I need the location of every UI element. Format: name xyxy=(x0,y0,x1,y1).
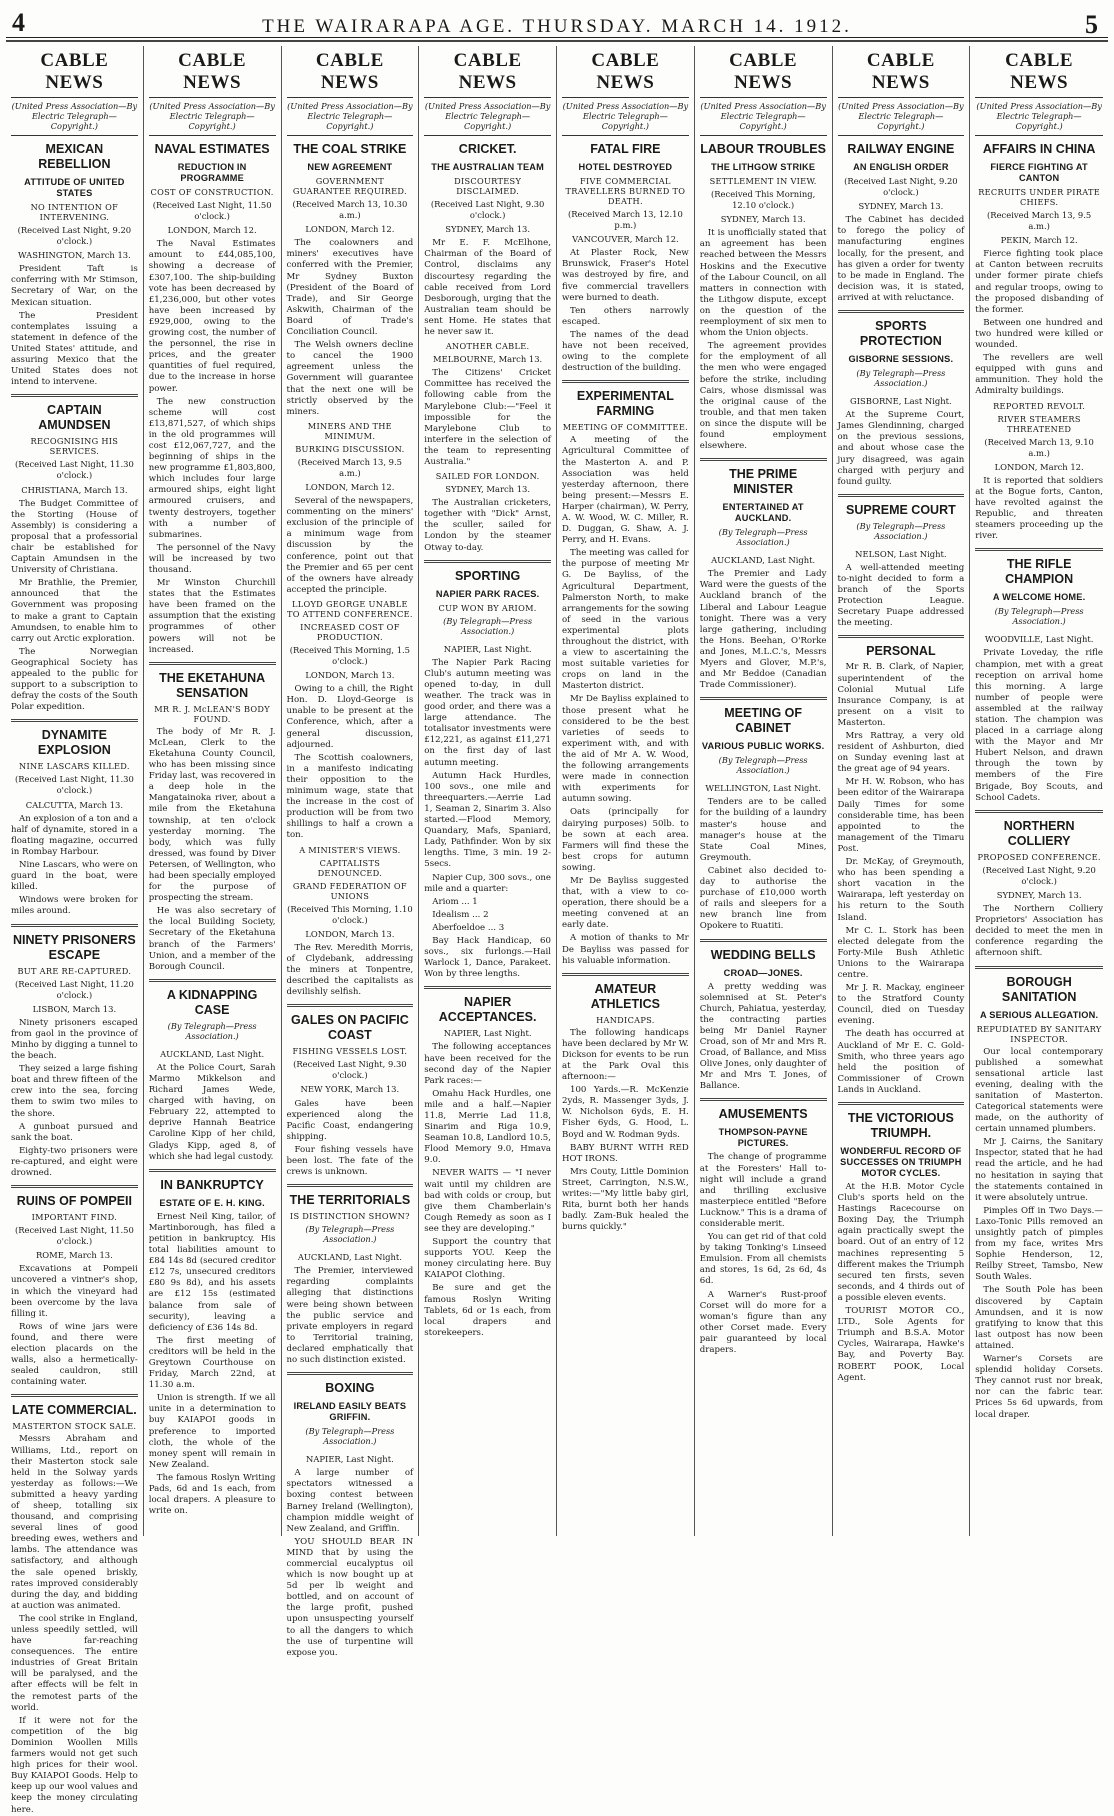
dateline: CALCUTTA, March 13. xyxy=(25,799,124,810)
telegraph-credit: (By Telegraph—Press Association.) xyxy=(443,615,533,636)
column-heading: CABLE NEWS xyxy=(11,50,138,98)
dateline: CHRISTIANA, March 13. xyxy=(21,484,128,495)
press-association-credit: (United Press Association—By Electric Telegraph—Copyright.) xyxy=(562,101,689,136)
article-paragraph: Ernest Neil King, tailor, of Martinborough, has filed a petition in bankruptcy. His total liabilities amount to £84 14s 8d (secured creditor £12 7s, unsecured creditors £80 9s 8d), and his assets are £12 15s (estimated balance from sale of security), leaving a deficiency of £36 14s 8d. xyxy=(148,1211,276,1333)
article-paragraph: The President contemplates issuing a statement in defence of the United States' attitude, and assuring Mexico that the United States does not intend to intervene. xyxy=(11,310,138,388)
article-deck: MR R. J. McLEAN'S BODY FOUND. xyxy=(154,703,270,724)
article-paragraph: Oats (principally for dairying purposes) 50lb. to be sown at each area. Farmers will find these the best crops for autumn sowing. xyxy=(562,807,689,873)
article-deck: PROPOSED CONFERENCE. xyxy=(977,851,1101,862)
article-headline: AFFAIRS IN CHINA xyxy=(982,142,1096,156)
article-deck: SAILED FOR LONDON. xyxy=(435,471,540,482)
article-headline: THE PRIME MINISTER xyxy=(729,467,798,497)
article-deck: FISHING VESSELS LOST. xyxy=(292,1046,408,1057)
article-paragraph: Ten others narrowly escaped. xyxy=(562,305,689,327)
newspaper-columns xyxy=(6,46,1108,1815)
article-paragraph: You can get rid of that cold by taking Tonking's Linseed Emulsion. From all chemists and stores, 1s 6d, 2s 6d, 4s 6d. xyxy=(699,1232,827,1287)
column-2 xyxy=(144,46,282,1536)
press-association-credit: (United Press Association—By Electric Telegraph—Copyright.) xyxy=(424,101,551,136)
section-divider xyxy=(975,966,1103,969)
dateline: (Received March 13, 10.30 a.m.) xyxy=(292,199,408,221)
article-deck: RECOGNISING HIS SERVICES. xyxy=(30,436,119,457)
article-paragraph: BABY BURNT WITH RED HOT IRONS. xyxy=(562,1142,689,1164)
article-paragraph: Nine Lascars, who were on guard in the boat, were killed. xyxy=(11,860,138,893)
article-headline: WEDDING BELLS xyxy=(710,947,816,962)
masthead xyxy=(6,4,1108,38)
dateline: (Received Last Night, 9.30 o'clock.) xyxy=(430,199,545,221)
article-deck: IMPORTANT FIND. xyxy=(31,1212,118,1223)
article-paragraph: The following handicaps have been declared by Mr W. Dickson for events to be run at the Park Oval this afternoon:— xyxy=(562,1027,689,1083)
dateline: (Received Last Night, 11.50 o'clock.) xyxy=(152,200,272,222)
press-association-credit: (United Press Association—By Electric Telegraph—Copyright.) xyxy=(149,101,276,136)
article-paragraph: The coalowners and miners' executives have conferred with the Premier, Mr Sydney Buxton (President of the Board of Trade), and Sir George Askwith, Chairman of the Board of Trade's Conciliation Council. xyxy=(286,238,414,338)
article-paragraph: At the Supreme Court, James Glendinning, charged on the previous sessions, and about whose case the jury disagreed, was again charged with perjury and found guilty. xyxy=(837,410,965,487)
column-heading: CABLE NEWS xyxy=(700,50,827,98)
article-paragraph: A motion of thanks to Mr De Bayliss was passed for his valuable information. xyxy=(562,933,689,966)
dateline: LONDON, March 12. xyxy=(167,225,257,236)
dateline: SYDNEY, March 13. xyxy=(720,214,806,225)
article-deck: A MINISTER'S VIEWS. xyxy=(299,844,401,855)
section-divider xyxy=(149,662,276,665)
masthead-double-rule xyxy=(6,40,1108,42)
article-subheadline: AN ENGLISH ORDER xyxy=(853,162,949,172)
dateline: SYDNEY, March 13. xyxy=(445,484,531,495)
article-deck: GOVERNMENT GUARANTEE REQUIRED. xyxy=(292,176,407,196)
dateline: NEW YORK, March 13. xyxy=(300,1084,400,1095)
dateline: PEKIN, March 12. xyxy=(1000,235,1078,246)
article-paragraph: NEVER WAITS — "I never wait until my children are bad with colds or croup, but give them Chamberlain's Cough Remedy as soon as I see they are developing." xyxy=(424,1168,551,1234)
article-headline: DYNAMITE EXPLOSION xyxy=(37,728,111,758)
article-headline: LATE COMMERCIAL. xyxy=(11,1403,137,1418)
article-paragraph: They seized a large fishing boat and threw fifteen of the crew into the sea, forcing them to swim two miles to the shore. xyxy=(11,1064,138,1119)
article-paragraph: Be sure and get the famous Roslyn Writing Tablets, 6d or 1s each, from local drapers and storekeepers. xyxy=(424,1283,551,1338)
article-headline: MEXICAN REBELLION xyxy=(38,142,111,171)
article-paragraph: The personnel of the Navy will be increased by two thousand. xyxy=(148,542,276,575)
dateline: LONDON, March 12. xyxy=(305,481,395,492)
section-divider xyxy=(700,458,827,461)
dateline: MELBOURNE, March 13. xyxy=(433,354,543,365)
article-paragraph: At the H.B. Motor Cycle Club's sports held on the Hastings Racecourse on Boxing Day, the Triumph again practically swept the board. Out of an entry of 12 machines representing 5 different makes the Triumph secured ten firsts, seven seconds, and 4 thirds out of a possible eleven events. xyxy=(837,1182,965,1303)
article-headline: AMATEUR ATHLETICS xyxy=(590,981,660,1011)
section-divider xyxy=(838,1102,965,1105)
telegraph-credit: (By Telegraph—Press Association.) xyxy=(856,520,946,541)
column-heading: CABLE NEWS xyxy=(975,50,1103,98)
section-divider xyxy=(975,810,1103,813)
article-paragraph: The body of Mr R. J. McLean, Clerk to the Eketahuna County Council, who has been missing since Friday last, was recovered in a deep hole in the Mangatainoka river, about a mile from the Eketahuna township, at ten o'clock yesterday morning. The body, which was fully dressed, was found by Diver Petersen, of Wellington, who had been specially employed for the purpose of prospecting the stream. xyxy=(148,726,276,904)
article-subheadline: A WELCOME HOME. xyxy=(992,592,1086,603)
article-paragraph: The Citizens' Cricket Committee has received the following cable from the Marylebone Club:—"Feel it impossible for the Marylebone Club to interfere in the selection of the team to representing Australia." xyxy=(424,368,551,467)
article-subheadline: FIERCE FIGHTING AT CANTON xyxy=(990,162,1088,183)
article-paragraph: Mr Brathlie, the Premier, announced that the Government was proposing to make a grant to Captain Amundsen, to enable him to carry out Arctic exploration. xyxy=(11,578,138,644)
dateline: (Received Last Night, 11.50 o'clock.) xyxy=(14,1225,134,1247)
article-deck: IS DISTINCTION SHOWN? xyxy=(289,1211,410,1222)
article-headline: A KIDNAPPING CASE xyxy=(166,987,258,1017)
article-paragraph: He was also secretary of the local Building Society, Secretary of the Eketahuna branch of the Farmers' Union, and a member of the Borough Council. xyxy=(148,906,276,972)
dateline: (Received Last Night, 11.30 o'clock.) xyxy=(14,774,134,796)
article-paragraph: The cool strike in England, unless speedily settled, will have far-reaching consequences. The entire industries of Great Britain will be paralysed, and the after effects will be felt in the remotest parts of the world. xyxy=(11,1613,138,1713)
article-paragraph: Bay Hack Handicap, 60 sovs., six furlongs.—Hail Warlock 1, Dance, Parakeet. Won by three lengths. xyxy=(424,935,551,980)
article-paragraph: Windows were broken for miles around. xyxy=(11,895,138,917)
article-paragraph: YOU SHOULD BEAR IN MIND that by using the commercial eucalyptus oil which is now bought up at 5d per lb weight and bottled, and on account of the large profit, pushed upon unsuspecting yourself to all the dangers to which the use of turpentine will expose you. xyxy=(286,1536,414,1658)
dateline: (Received Last Night, 9.30 o'clock.) xyxy=(293,1059,407,1081)
article-deck: MINERS AND THE MINIMUM. xyxy=(307,420,392,441)
dateline: AUCKLAND, Last Night. xyxy=(160,1048,265,1059)
column-heading: CABLE NEWS xyxy=(562,50,689,98)
article-headline: NORTHERN COLLIERY xyxy=(1003,818,1075,848)
dateline: (Received Last Night, 9.20 o'clock.) xyxy=(17,225,132,247)
dateline: NAPIER, Last Night. xyxy=(443,1028,532,1039)
masthead-left-mark: 4 xyxy=(12,8,25,37)
section-divider xyxy=(838,310,965,313)
article-subheadline: IRELAND EASILY BEATS GRIFFIN. xyxy=(293,1401,407,1423)
article-paragraph: A pretty wedding was solemnised at St. Peter's Church, Pahiatua, yesterday, the contracting parties being Mr Daniel Rayner Croad, son of Mr and Mrs R. Croad, of Ballance, and Miss Olive Jones, only daughter of Mr and Mrs T. Jones, of Ballance. xyxy=(699,981,827,1092)
article-paragraph: The famous Roslyn Writing Pads, 6d and 1s each, from local drapers. A pleasure to write on. xyxy=(148,1472,276,1517)
article-headline: THE TERRITORIALS xyxy=(289,1193,411,1208)
article-subheadline: ENTERTAINED AT AUCKLAND. xyxy=(722,502,804,524)
article-headline: SUPREME COURT xyxy=(846,502,956,517)
column-8 xyxy=(970,46,1108,1536)
column-5 xyxy=(557,46,695,1536)
article-deck: COST OF CONSTRUCTION. xyxy=(150,187,274,197)
dateline: (Received March 13, 12.10 p.m.) xyxy=(567,209,683,231)
article-paragraph: Mr De Bayliss explained to those present what he considered to be the best varieties of seeds to experiment with, and with the aid of Mr A. W. Wood, the following arrangements were made in connection with experiments for autumn sowing. xyxy=(562,694,689,805)
dateline: (Received March 13, 9.10 a.m.) xyxy=(984,436,1094,458)
dateline: AUCKLAND, Last Night. xyxy=(297,1252,402,1263)
page-number: 5 xyxy=(1085,10,1098,39)
article-paragraph: Excavations at Pompeii uncovered a vintner's shop, in which the vineyard had been overcome by the lava filling it. xyxy=(11,1264,138,1319)
article-headline: BOXING xyxy=(325,1381,375,1396)
article-paragraph: The revellers are well equipped with guns and ammunition. They hold the Admiralty buildings. xyxy=(975,353,1103,397)
article-paragraph: Owing to a chill, the Right Hon. D. Lloyd-George is unable to be present at the Conference, which, after a general discussion, adjourned. xyxy=(286,684,414,750)
dateline: NELSON, Last Night. xyxy=(855,548,947,559)
column-heading: CABLE NEWS xyxy=(287,50,414,98)
column-heading: CABLE NEWS xyxy=(838,50,965,98)
article-deck: LLOYD GEORGE UNABLE TO ATTEND CONFERENCE. xyxy=(286,598,413,619)
dateline: NAPIER, Last Night. xyxy=(443,643,532,654)
article-headline: SPORTS PROTECTION xyxy=(859,319,942,349)
article-headline: THE COAL STRIKE xyxy=(293,142,407,156)
article-paragraph: At Plaster Rock, New Brunswick, Fraser's Hotel was destroyed by fire, and five commercial travellers were burned to death. xyxy=(562,248,689,303)
telegraph-credit: (By Telegraph—Press Association.) xyxy=(718,755,808,776)
article-paragraph: Private Loveday, the rifle champion, met with a great reception on arrival home this morning. A large number of people were assembled at the railway station. The champion was placed in a carriage along with the Mayor and Mr Hubert Nelson, and drawn through the town by members of the Fire Brigade, Boy Scouts, and School Cadets. xyxy=(975,648,1103,803)
section-divider xyxy=(838,494,965,497)
article-headline: THE VICTORIOUS TRIUMPH. xyxy=(847,1111,954,1140)
article-paragraph: The Premier, interviewed regarding complaints alleging that distinctions were being shown between the public service and private employers in regard to Territorial training, declared emphatically that no such distinction existed. xyxy=(286,1266,414,1366)
article-subheadline: THE LITHGOW STRIKE xyxy=(711,162,816,172)
article-subheadline: CROAD—JONES. xyxy=(723,967,803,978)
article-paragraph: The names of the dead have not been received, owing to the complete destruction of the building. xyxy=(562,329,689,374)
article-paragraph: President Taft is conferring with Mr Stimson, Secretary of War, on the Mexican situation. xyxy=(11,264,138,308)
article-headline: MEETING OF CABINET xyxy=(724,706,803,736)
article-paragraph: Cabinet also decided to-day to authorise the purchase of £10,000 worth of rails and sleepers for a new branch line from Opokere to Ruatiti. xyxy=(699,865,827,932)
dateline: (Received Last Night, 11.20 o'clock.) xyxy=(14,978,134,1000)
article-paragraph: The Norwegian Geographical Society has appealed to the public for support to a subscription to defray the costs of the South Polar expedition. xyxy=(11,646,138,713)
dateline: LONDON, March 13. xyxy=(305,928,395,939)
article-paragraph: The Naval Estimates amount to £44,085,100, showing a decrease of £307,100. The ship-building vote has been decreased by £1,236,000, but other votes have been increased by £929,000, owing to the growing cost, the number of the personnel, the rise in prices, and the greater quantities of fuel required, due to the increase in horse power. xyxy=(148,239,276,394)
article-subheadline: THE AUSTRALIAN TEAM xyxy=(431,162,544,172)
article-headline: CRICKET. xyxy=(458,142,517,156)
article-headline: RAILWAY ENGINE xyxy=(847,142,955,156)
article-paragraph: The Scottish coalowners, in a manifesto indicating their opposition to the minimum wage, state that the increase in the cost of production will be from two shillings to half a crown a ton. xyxy=(286,752,414,841)
article-paragraph: The agreement provides for the employment of all the men who were engaged before the strike, including Cairs, whose dismissal was the original cause of the trouble, and that men taken on since the dispute will be found employment elsewhere. xyxy=(699,341,827,452)
article-headline: LABOUR TROUBLES xyxy=(700,142,826,156)
article-paragraph: Eighty-two prisoners were re-captured, and eight were drowned. xyxy=(11,1145,138,1178)
dateline: (Received This Morning, 12.10 o'clock.) xyxy=(710,189,816,211)
article-paragraph: The Napier Park Racing Club's autumn meeting was opened to-day, in dull weather. The track was in good order, and there was a large attendance. The totalisator investments were £12,221, as against £11,271 on the first day of last autumn meeting. xyxy=(424,657,551,768)
section-divider xyxy=(562,380,689,383)
article-headline: BOROUGH SANITATION xyxy=(1001,974,1077,1004)
column-heading: CABLE NEWS xyxy=(149,50,276,98)
article-paragraph: Gales have been experienced along the Pacific Coast, endangering shipping. xyxy=(286,1098,414,1142)
article-deck: CAPITALISTS DENOUNCED. xyxy=(317,857,383,878)
article-paragraph: A large number of spectators witnessed a boxing contest between Barney Ireland (Wellington), champion middle weight of New Zealand, and Griffin. xyxy=(286,1468,414,1534)
telegraph-credit: (By Telegraph—Press Association.) xyxy=(305,1426,395,1447)
article-paragraph: Four fishing vessels have been lost. The fate of the crews is unknown. xyxy=(286,1144,414,1178)
section-divider xyxy=(700,697,827,700)
article-subheadline: HOTEL DESTROYED xyxy=(578,162,673,172)
section-divider xyxy=(149,1169,276,1172)
dateline: ROME, March 13. xyxy=(35,1250,113,1261)
column-heading: CABLE NEWS xyxy=(424,50,551,98)
article-paragraph: Tenders are to be called for the building of a laundry master's house and manager's house at the State Coal Mines, Greymouth. xyxy=(699,797,827,863)
article-deck: BUT ARE RE-CAPTURED. xyxy=(17,965,132,976)
telegraph-credit: (By Telegraph—Press Association.) xyxy=(718,527,808,548)
article-paragraph: The South Pole has been discovered by Captain Amundsen, and it is now gratifying to know that this last outpost has now been attained. xyxy=(975,1285,1103,1351)
article-paragraph: Mrs Couty, Little Dominion Street, Carrington, N.S.W., writes:—"My little baby girl, Rita, burnt both her hands badly. Zam-Buk healed the burns quickly." xyxy=(562,1166,689,1233)
article-paragraph: Aberfoeldoe ... 3 xyxy=(432,922,505,933)
article-paragraph: Support the country that supports YOU. Keep the money circulating here. Buy KAIAPOI Clothing. xyxy=(424,1237,551,1281)
article-deck: MASTERTON STOCK SALE. xyxy=(12,1421,137,1432)
article-paragraph: Omahu Hack Hurdles, one mile and a half.—Napier 11.8, Merrie Lad 11.8, Sinarim and Riga 10.9, Seaman 10.8, Landlord 10.5, Flood Memory 9.0, Hmava 9.0. xyxy=(424,1088,551,1166)
dateline: GISBORNE, Last Night. xyxy=(850,396,952,407)
article-paragraph: The first meeting of creditors will be held in the Greytown Courthouse on Friday, March 22nd, at 11.30 a.m. xyxy=(148,1335,276,1391)
section-divider xyxy=(424,986,551,989)
article-paragraph: Mr E. F. McElhone, Chairman of the Board of Control, disclaims any discourtesy regarding the cable received from Lord Desborough, urging that the Australian team should be sent Home. He states that he never saw it. xyxy=(424,238,551,338)
article-subheadline: ATTITUDE OF UNITED STATES xyxy=(24,177,125,198)
article-paragraph: The Premier and Lady Ward were the guests of the Auckland branch of the Liberal and Labour League tonight. There was a very large gathering, including the Hons. Beehan, O'Rorke and Jones, M.L.C.'s, Messrs Myers and Glover, M.P.'s, and Mr Beddoe (Canadian Trade Commissioner). xyxy=(699,569,827,691)
section-divider xyxy=(11,924,138,927)
column-6 xyxy=(695,46,833,1536)
article-paragraph: Mr Winston Churchill states that the Estimates have been framed on the assumption that the existing programmes of other powers will not be increased. xyxy=(148,578,276,655)
article-paragraph: The Rev. Meredith Morris, of Clydebank, addressing the miners at Tonpentre, described the capitalists as devilishly selfish. xyxy=(286,942,414,998)
article-subheadline: WONDERFUL RECORD OF SUCCESSES ON TRIUMPH MOTOR CYCLES. xyxy=(840,1146,962,1178)
article-deck: MEETING OF COMMITTEE. xyxy=(562,422,688,433)
telegraph-credit: (By Telegraph—Press Association.) xyxy=(167,1020,257,1041)
article-paragraph: The Australian cricketers, together with "Dick" Arnst, the sculler, sailed for London by the steamer Otway to-day. xyxy=(424,498,551,553)
article-paragraph: Pimples Off in Two Days.—Laxo-Tonic Pills removed an unsightly patch of pimples from my face, writes Mrs Sophie Henderson, 12, Reilby Street, Tamsbo, New South Wales. xyxy=(975,1205,1103,1283)
section-divider xyxy=(11,394,138,397)
article-paragraph: Fierce fighting took place at Canton between recruits under former pirate chiefs and regular troops, owing to the proposed disbanding of the former. xyxy=(975,249,1103,315)
article-paragraph: Mrs Rattray, a very old resident of Ashburton, died on Sunday evening last at the great age of 94 years. xyxy=(837,731,965,775)
section-divider xyxy=(424,560,551,563)
dateline: LONDON, March 13. xyxy=(305,670,395,681)
article-paragraph: A well-attended meeting to-night decided to form a branch of the Sports Protection League. Secretary Puape addressed the meeting. xyxy=(837,562,965,629)
article-paragraph: Several of the newspapers, commenting on the miners' exclusion of the principle of a minimum wage from discussion by the conference, point out that the Premier and 65 per cent of the owners have already accepted the principle. xyxy=(286,496,414,595)
article-subheadline: REDUCTION IN PROGRAMME xyxy=(177,162,247,183)
article-paragraph: Ariom ... 1 xyxy=(432,896,478,907)
article-paragraph: Dr. McKay, of Greymouth, who has been spending a short vacation in the Wairarapa, left yesterday on his return to the South Island. xyxy=(837,857,965,923)
article-deck: INCREASED COST OF PRODUCTION. xyxy=(300,621,400,642)
article-paragraph: Our local contemporary published a somewhat sensational article last evening, dealing with the sanitation of Masterton. Categorical statements were made, on the authority of certain unnamed plumbers. xyxy=(975,1046,1103,1135)
article-headline: PERSONAL xyxy=(866,644,936,659)
telegraph-credit: (By Telegraph—Press Association.) xyxy=(994,606,1084,627)
article-headline: FATAL FIRE xyxy=(590,142,661,156)
article-subheadline: NEW AGREEMENT xyxy=(307,162,393,172)
article-deck: GRAND FEDERATION OF UNIONS xyxy=(292,880,407,901)
article-headline: AMUSEMENTS xyxy=(718,1107,808,1122)
section-divider xyxy=(700,939,827,942)
dateline: (Received March 13, 9.5 a.m.) xyxy=(987,210,1092,232)
article-paragraph: A Warner's Rust-proof Corset will do more for a woman's figure than any other Corset made. Every pair guaranteed by local drapers. xyxy=(699,1289,827,1356)
dateline: VANCOUVER, March 12. xyxy=(572,234,679,245)
article-headline: SPORTING xyxy=(454,568,521,583)
article-paragraph: Mr C. L. Stork has been elected delegate from the Forty-Mile Bush Athletic Unions to the Wairarapa centre. xyxy=(837,925,965,980)
article-headline: IN BANKRUPTCY xyxy=(160,1177,264,1192)
dateline: (Received Last Night, 9.20 o'clock.) xyxy=(982,864,1096,886)
article-paragraph: Warner's Corsets are splendid holiday Corsets. They cannot rust nor break, nor can the fabric tear. Prices 5s 6d upwards, from local draper. xyxy=(975,1354,1103,1420)
article-paragraph: The meeting was called for the purpose of meeting Mr G. De Bayliss, of the Agricultural Department, Palmerston North, to make arrangements for the sowing of seed in the various experimental plots throughout the district, with a view to ascertaining the most suitable varieties for crops on land in the Masterton district. xyxy=(562,548,689,692)
press-association-credit: (United Press Association—By Electric Telegraph—Copyright.) xyxy=(975,101,1103,136)
article-deck: RIVER STEAMERS THREATENED xyxy=(997,413,1081,434)
article-deck: FIVE COMMERCIAL TRAVELLERS BURNED TO DEATH. xyxy=(565,176,686,206)
article-paragraph: Mr R. B. Clark, of Napier, superintendent of the Colonial Mutual Life Insurance Company, is at present on a visit to Masterton. xyxy=(837,662,965,728)
article-headline: GALES ON PACIFIC COAST xyxy=(290,1013,409,1043)
article-headline: THE EKETAHUNA SENSATION xyxy=(159,670,266,700)
article-paragraph: 100 Yards.—R. McKenzie 2yds, R. Massenger 3yds, J. W. Nicholson 6yds, E. H. Fisher 6yds, G. Hood, L. Boyd and W. Rodman 9yds. xyxy=(562,1085,689,1140)
article-paragraph: Autumn Hack Hurdles, 100 sovs., one mile and threequarters.—Aerrie Lad 1, Seaman 2, Sinarim 3. Also started.—Flood Memory, Quandary, Mafs, Spaniard, Lady, Pathfinder. Won by six lengths. Time, 3 min. 19 2-5secs. xyxy=(424,770,551,870)
press-association-credit: (United Press Association—By Electric Telegraph—Copyright.) xyxy=(838,101,965,136)
article-paragraph: At the Police Court, Sarah Marmo Mikkelson and Richard James Wede, charged with having, on February 22, attempted to deprive Hannah Beatrice Caroline Kipp of her child, Gladys Kipp, aged 8, of which she had legal custody. xyxy=(148,1062,276,1162)
article-paragraph: Napier Cup, 300 sovs., one mile and a quarter: xyxy=(424,872,551,894)
dateline: WASHINGTON, March 13. xyxy=(17,250,131,261)
section-divider xyxy=(700,1098,827,1101)
column-1 xyxy=(6,46,144,1815)
article-subheadline: GISBORNE SESSIONS. xyxy=(848,354,954,365)
article-deck: NINE LASCARS KILLED. xyxy=(19,761,130,772)
section-divider xyxy=(838,635,965,638)
article-subheadline: NAPIER PARK RACES. xyxy=(435,588,540,599)
dateline: WOODVILLE, Last Night. xyxy=(984,634,1094,645)
telegraph-credit: (By Telegraph—Press Association.) xyxy=(305,1224,395,1245)
column-4 xyxy=(419,46,557,1536)
article-paragraph: TOURIST MOTOR CO., LTD., Sole Agents for Triumph and B.S.A. Motor Cycles, Wairarapa, Hawke's Bay, and Poverty Bay. ROBERT POOK, Local Agent. xyxy=(837,1306,965,1383)
article-paragraph: The death has occurred at Auckland of Mr E. C. Gold-Smith, who three years ago held the position of Commissioner of Crown Lands in Auckland. xyxy=(837,1029,965,1095)
article-subheadline: THOMPSON-PAYNE PICTURES. xyxy=(718,1127,808,1149)
section-divider xyxy=(11,1185,138,1188)
dateline: SYDNEY, March 13. xyxy=(996,889,1082,900)
article-deck: HANDICAPS. xyxy=(596,1014,655,1025)
article-subheadline: ESTATE OF E. H. KING. xyxy=(159,1197,265,1208)
article-deck: CUP WON BY ARIOM. xyxy=(438,602,537,613)
section-divider xyxy=(149,979,276,982)
article-headline: NAVAL ESTIMATES xyxy=(154,142,270,156)
article-paragraph: A meeting of the Agricultural Committee of the Masterton A. and P. Association was held yesterday afternoon, there being present:—Messrs E. Harper (chairman), W. Perry, A. W. Wood, W. C. Miller, R. D. Duggan, G. Shaw, A. J. Perry, and H. Evans. xyxy=(562,435,689,546)
article-paragraph: The Cabinet has decided to forego the policy of manufacturing engines locally, for the present, and has given a order for twenty to be made in England. The decision was, it is stated, arrived at with reluctance. xyxy=(837,215,965,303)
article-paragraph: Mr J. R. Mackay, engineer to the Stratford County Council, died on Tuesday evening. xyxy=(837,983,965,1027)
article-headline: RUINS OF POMPEII xyxy=(16,1194,133,1209)
dateline: (Received Last Night, 9.20 o'clock.) xyxy=(844,176,958,198)
article-paragraph: Rows of wine jars were found, and there were election placards on the walls, also a hermetically-sealed cauldron, still containing water. xyxy=(11,1321,138,1388)
press-association-credit: (United Press Association—By Electric Telegraph—Copyright.) xyxy=(287,101,414,136)
article-paragraph: The Budget Committee of the Storting (House of Assembly) is considering a proposal that a professorial chair be established for Captain Amundsen in the University of Christiana. xyxy=(11,498,138,576)
section-divider xyxy=(975,548,1103,551)
article-subheadline: VARIOUS PUBLIC WORKS. xyxy=(701,741,825,752)
article-headline: THE RIFLE CHAMPION xyxy=(1005,557,1074,587)
article-paragraph: Mr J. Cairns, the Sanitary Inspector, stated that he had read the article, and he had no hesitation in saying that the statements contained in it were absolutely untrue. xyxy=(975,1137,1103,1203)
column-3 xyxy=(282,46,420,1658)
article-paragraph: Union is strength. If we all unite in a determination to buy KAIAPOI goods in preference to imported cloth, the whole of the money spent will remain in New Zealand. xyxy=(148,1393,276,1470)
newspaper-title: THE WAIRARAPA AGE. THURSDAY. MARCH 14. 1912. xyxy=(262,16,852,37)
article-paragraph: Between one hundred and two hundred were killed or wounded. xyxy=(975,317,1103,351)
article-subheadline: A SERIOUS ALLEGATION. xyxy=(980,1009,1099,1020)
article-deck: SETTLEMENT IN VIEW. xyxy=(709,176,817,186)
dateline: AUCKLAND, Last Night. xyxy=(711,555,816,566)
dateline: LISBON, March 13. xyxy=(32,1003,117,1014)
article-deck: REPUDIATED BY SANITARY INSPECTOR. xyxy=(976,1023,1102,1044)
telegraph-credit: (By Telegraph—Press Association.) xyxy=(856,368,946,389)
section-divider xyxy=(11,1394,138,1397)
article-paragraph: It is reported that soldiers at the Bogue forts, Canton, have revolted against the Republic, and threaten steamers proceeding up the river. xyxy=(975,475,1103,542)
article-paragraph: The change of programme at the Foresters' Hall to-night will include a grand and thrilling exclusive masterpiece entitled "Before Lucknow." This is a drama of considerable merit. xyxy=(699,1152,827,1229)
dateline: (Received This Morning, 1.5 o'clock.) xyxy=(289,644,411,666)
section-divider xyxy=(11,719,138,722)
section-divider xyxy=(287,1184,414,1187)
dateline: (Received This Morning, 1.10 o'clock.) xyxy=(287,903,413,925)
article-paragraph: The Northern Colliery Proprietors' Association has decided to meet the men in conference regarding the afternoon shift. xyxy=(975,904,1103,959)
article-deck: DISCOURTESY DISCLAIMED. xyxy=(454,176,522,196)
article-deck: REPORTED REVOLT. xyxy=(993,400,1086,411)
article-headline: CAPTAIN AMUNDSEN xyxy=(38,403,111,433)
dateline: WELLINGTON, Last Night. xyxy=(705,783,821,794)
section-divider xyxy=(562,973,689,976)
section-divider xyxy=(287,1372,414,1375)
article-paragraph: Ninety prisoners escaped from gaol in the province of Minho by digging a tunnel to the beach. xyxy=(11,1017,138,1062)
article-paragraph: An explosion of a ton and a half of dynamite, stored in a floating magazine, occurred in Rombay Harbour. xyxy=(11,813,138,857)
article-deck: NO INTENTION OF INTERVENING. xyxy=(30,202,119,222)
article-paragraph: The following acceptances have been received for the second day of the Napier Park races:— xyxy=(424,1042,551,1086)
press-association-credit: (United Press Association—By Electric Telegraph—Copyright.) xyxy=(11,101,138,136)
article-paragraph: The Welsh owners decline to cancel the 1900 agreement unless the Government will guarantee that the next one will be strictly observed by the miners. xyxy=(286,340,414,417)
column-7 xyxy=(833,46,971,1536)
article-headline: NAPIER ACCEPTANCES. xyxy=(438,995,537,1025)
dateline: SYDNEY, March 13. xyxy=(858,201,944,212)
dateline: LONDON, March 12. xyxy=(994,461,1084,472)
section-divider xyxy=(287,1004,414,1007)
press-association-credit: (United Press Association—By Electric Telegraph—Copyright.) xyxy=(700,101,827,136)
article-headline: NINETY PRISONERS ESCAPE xyxy=(13,932,136,962)
dateline: NAPIER, Last Night. xyxy=(306,1454,394,1465)
article-deck: ANOTHER CABLE. xyxy=(445,341,530,352)
article-paragraph: Messrs Abraham and Williams, Ltd., report on their Masterton stock sale held in the Solway yards yesterday as follows:—We submitted a heavy yarding of sheep, totalling six thousand, and comprising several lines of good breeding ewes, wethers and lambs. The attendance was satisfactory, and although the sale opened briskly, rates improved considerably during the day, and bidding at auction was animated. xyxy=(11,1434,138,1611)
dateline: (Received Last Night, 11.30 o'clock.) xyxy=(14,459,134,481)
dateline: LONDON, March 12. xyxy=(305,224,395,235)
dateline: (Received March 13, 9.5 a.m.) xyxy=(297,456,402,478)
article-deck: RECRUITS UNDER PIRATE CHIEFS. xyxy=(978,187,1101,207)
article-paragraph: Idealism ... 2 xyxy=(432,909,489,920)
article-paragraph: Mr De Bayliss suggested that, with a view to co-operation, there should be a meeting convened at an early date. xyxy=(562,875,689,931)
article-paragraph: It is unofficially stated that an agreement has been reached between the Messrs Hoskins and the Executive of the Labour Council, on all matters in connection with the Lithgow dispute, except on the question of the reemployment of six men to whom the Union objects. xyxy=(699,228,827,339)
article-paragraph: Mr H. W. Robson, who has been editor of the Wairarapa Daily Times for some considerable time, has been appointed to the management of the Timaru Post. xyxy=(837,777,965,854)
article-paragraph: The new construction scheme will cost £13,871,527, of which ships in the old programmes will cost £12,067,727, and the beginning of ships in the new programme £1,803,800, which includes four large armoured ships, eight light armoured cruisers, and twenty destroyers, together with a number of submarines. xyxy=(148,396,276,540)
article-headline: EXPERIMENTAL FARMING xyxy=(576,389,674,419)
article-paragraph: If it were not for the competition of the big Dominion Woollen Mills farmers would not get such high prices for their wool. Buy KAIAPOI Goods. Help to keep up our wool values and keep the money circulating here. xyxy=(11,1715,138,1815)
dateline: SYDNEY, March 13. xyxy=(445,224,531,235)
article-deck: BURKING DISCUSSION. xyxy=(295,443,405,454)
article-paragraph: A gunboat pursued and sank the boat. xyxy=(11,1121,138,1143)
